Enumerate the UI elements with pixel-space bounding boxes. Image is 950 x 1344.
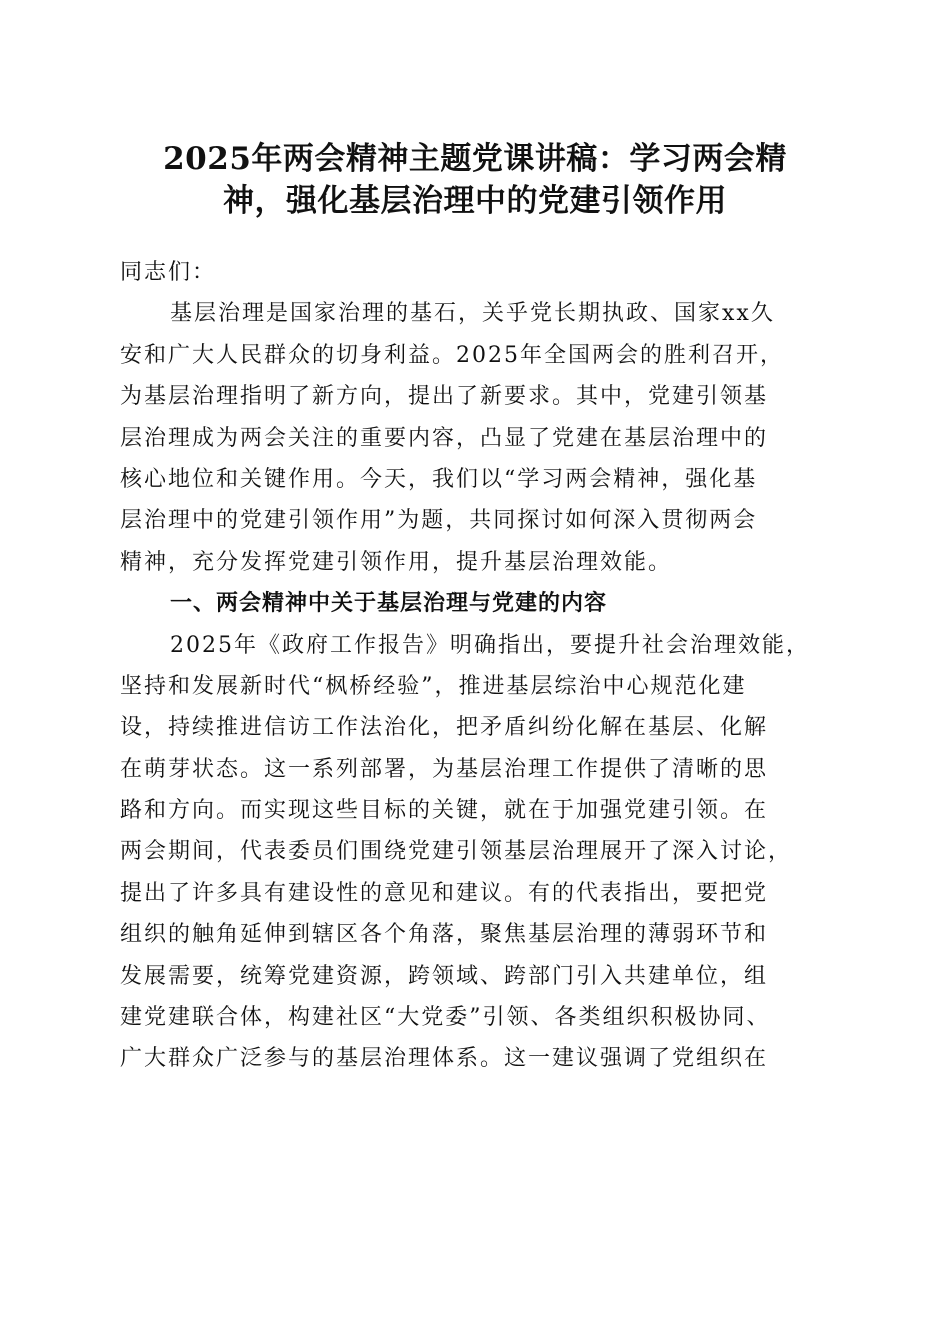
paragraph-1-line: 核心地位和关键作用。今天，我们以“学习两会精神，强化基 — [120, 466, 758, 492]
section-heading: 一、两会精神中关于基层治理与党建的内容 — [170, 591, 608, 617]
title-line: 神，强化基层治理中的党建引领作用 — [223, 183, 727, 219]
document-body — [120, 252, 835, 1080]
paragraph-1-line: 为基层治理指明了新方向，提出了新要求。其中，党建引领基 — [120, 384, 769, 410]
paragraph-1-line: 层治理成为两会关注的重要内容，凸显了党建在基层治理中的 — [120, 425, 769, 451]
paragraph-1-line: 精神，充分发挥党建引领作用，提升基层治理效能。 — [120, 549, 673, 575]
paragraph-2-line: 提出了许多具有建设性的意见和建议。有的代表指出，要把党 — [120, 880, 769, 906]
title-line: 2025年两会精神主题党课讲稿：学习两会精 — [163, 141, 787, 177]
paragraph-1-line: 安和广大人民群众的切身利益。2025年全国两会的胜利召开， — [120, 342, 784, 368]
paragraph-2-line: 广大群众广泛参与的基层治理体系。这一建议强调了党组织在 — [120, 1046, 769, 1072]
paragraph-2-line: 坚持和发展新时代“枫桥经验”，推进基层综治中心规范化建 — [120, 673, 747, 699]
paragraph-2-line: 2025年《政府工作报告》明确指出，要提升社会治理效能， — [170, 632, 810, 658]
paragraph-2-line: 路和方向。而实现这些目标的关键，就在于加强党建引领。在 — [120, 798, 769, 824]
paragraph-1-line: 基层治理是国家治理的基石，关乎党长期执政、国家xx久 — [170, 301, 775, 327]
paragraph-2-line: 发展需要，统筹党建资源，跨领域、跨部门引入共建单位，组 — [120, 963, 769, 989]
paragraph-1-line: 层治理中的党建引领作用”为题，共同探讨如何深入贯彻两会 — [120, 508, 758, 534]
paragraph-2-line: 建党建联合体，构建社区“大党委”引领、各类组织积极协同、 — [120, 1005, 771, 1031]
paragraph-2-line: 设，持续推进信访工作法治化，把矛盾纠纷化解在基层、化解 — [120, 715, 769, 741]
document-title — [100, 138, 850, 222]
paragraph-2-line: 两会期间，代表委员们围绕党建引领基层治理展开了深入讨论， — [120, 839, 793, 865]
paragraph-2-line: 在萌芽状态。这一系列部署，为基层治理工作提供了清晰的思 — [120, 756, 769, 782]
salutation: 同志们： — [120, 260, 217, 285]
paragraph-2-line: 组织的触角延伸到辖区各个角落，聚焦基层治理的薄弱环节和 — [120, 922, 769, 948]
